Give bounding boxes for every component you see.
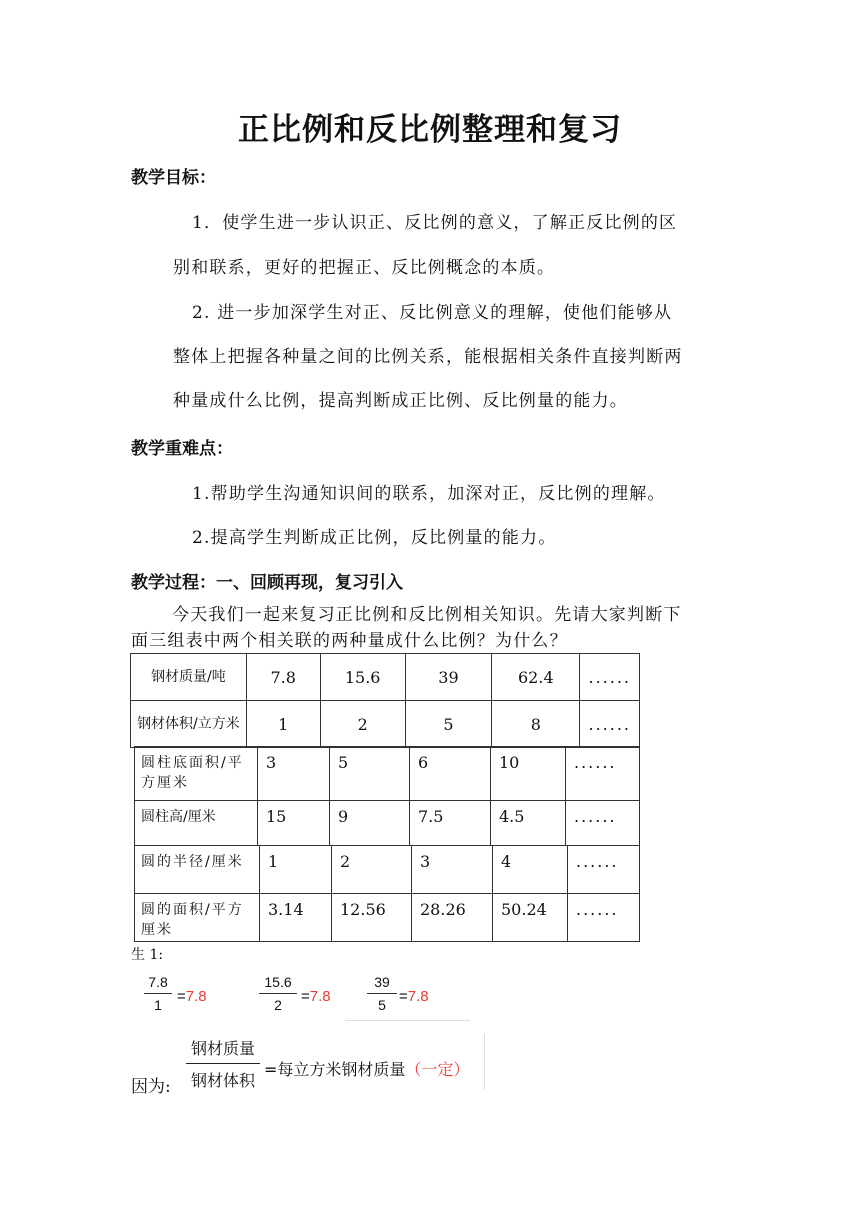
fraction-bar bbox=[144, 993, 172, 994]
table-row bbox=[135, 747, 640, 801]
formula-text: =每立方米钢材质量 bbox=[264, 1060, 406, 1079]
key-point-2: 2.提高学生判断成正比例，反比例量的能力。 bbox=[192, 528, 557, 548]
fraction-bar bbox=[367, 993, 397, 994]
fraction-denominator: 1 bbox=[154, 997, 162, 1013]
table-row bbox=[131, 654, 640, 701]
table-cell: ...... bbox=[566, 747, 640, 801]
table-cell: 3 bbox=[258, 747, 330, 801]
table-row bbox=[131, 701, 640, 748]
page-title: 正比例和反比例整理和复习 bbox=[238, 112, 622, 148]
fraction-bar bbox=[186, 1063, 260, 1064]
table-cell: ...... bbox=[568, 894, 640, 942]
table-cell: 62.4 bbox=[492, 654, 580, 701]
table-cell: 6 bbox=[410, 747, 491, 801]
table-cell: 1 bbox=[246, 701, 320, 748]
table-cell: 5 bbox=[330, 747, 410, 801]
ratio-value: 7.8 bbox=[185, 988, 207, 1005]
ratio-value: 7.8 bbox=[309, 988, 331, 1005]
formula-fraction bbox=[186, 1036, 260, 1091]
table-cell: 12.56 bbox=[332, 894, 412, 942]
table-row bbox=[135, 846, 640, 894]
objective-1-line-1: 1．使学生进一步认识正、反比例的意义，了解正反比例的区 bbox=[192, 213, 678, 233]
fraction-result-2 bbox=[301, 988, 331, 1005]
table-cell: 8 bbox=[492, 701, 580, 748]
process-intro-line-1: 今天我们一起来复习正比例和反比例相关知识。先请大家判断下 bbox=[172, 605, 682, 625]
table-cell: 28.26 bbox=[412, 894, 493, 942]
objectives-heading: 教学目标： bbox=[131, 168, 216, 188]
table-cell: 3 bbox=[412, 846, 493, 894]
table-cell: 7.5 bbox=[410, 801, 491, 846]
table-cell: 15 bbox=[258, 801, 330, 846]
formula-numerator: 钢材质量 bbox=[190, 1039, 255, 1058]
table-cell: 2 bbox=[320, 701, 405, 748]
table-row-label: 圆的面积/平方厘米 bbox=[135, 894, 260, 942]
table-cell: 4.5 bbox=[491, 801, 566, 846]
table-row-label: 钢材体积/立方米 bbox=[131, 701, 247, 748]
table-cell: 39 bbox=[405, 654, 491, 701]
fraction-denominator: 2 bbox=[274, 997, 282, 1013]
image-edge bbox=[345, 1020, 470, 1021]
table-row-label: 圆的半径/厘米 bbox=[135, 846, 260, 894]
table-cell: ...... bbox=[580, 654, 640, 701]
student-label: 生 1: bbox=[131, 947, 164, 963]
fraction-2 bbox=[259, 974, 297, 1013]
fraction-1 bbox=[144, 974, 172, 1013]
table-cell: ...... bbox=[568, 846, 640, 894]
objective-2-line-1: 2. 进一步加深学生对正、反比例意义的理解，使他们能够从 bbox=[192, 303, 673, 323]
table-cell: ...... bbox=[566, 801, 640, 846]
fraction-numerator: 7.8 bbox=[148, 974, 168, 990]
table-cell: 50.24 bbox=[493, 894, 568, 942]
fraction-3 bbox=[367, 974, 397, 1013]
table-cell: 3.14 bbox=[260, 894, 332, 942]
objective-1-line-2: 别和联系，更好的把握正、反比例概念的本质。 bbox=[173, 258, 556, 278]
table-row bbox=[135, 894, 640, 942]
ratio-value: 7.8 bbox=[407, 988, 429, 1005]
objective-2-line-3: 种量成什么比例，提高判断成正比例、反比例量的能力。 bbox=[173, 391, 628, 411]
equals-sign: = bbox=[177, 988, 186, 1005]
fraction-result-3 bbox=[399, 988, 429, 1005]
fraction-result-1 bbox=[177, 988, 207, 1005]
table-circle bbox=[134, 845, 640, 942]
process-heading: 教学过程：一、回顾再现，复习引入 bbox=[131, 573, 403, 593]
table-cell: 1 bbox=[260, 846, 332, 894]
fraction-numerator: 39 bbox=[374, 974, 390, 990]
table-row-label: 钢材质量/吨 bbox=[131, 654, 247, 701]
formula-denominator: 钢材体积 bbox=[190, 1071, 255, 1090]
equals-sign: = bbox=[301, 988, 310, 1005]
table-row-label: 圆柱高/厘米 bbox=[135, 801, 258, 846]
formula-note: （一定） bbox=[405, 1060, 470, 1079]
table-cell: 5 bbox=[405, 701, 491, 748]
table-cell: 4 bbox=[493, 846, 568, 894]
table-cell: 10 bbox=[491, 747, 566, 801]
fraction-denominator: 5 bbox=[378, 997, 386, 1013]
process-intro-line-2: 面三组表中两个相关联的两种量成什么比例？为什么？ bbox=[131, 631, 568, 651]
table-cell: 9 bbox=[330, 801, 410, 846]
formula-result bbox=[264, 1057, 469, 1080]
image-edge bbox=[484, 1034, 485, 1090]
table-cell: ...... bbox=[580, 701, 640, 748]
key-points-heading: 教学重难点： bbox=[131, 439, 233, 459]
table-cell: 7.8 bbox=[246, 654, 320, 701]
table-steel bbox=[130, 653, 640, 748]
fraction-numerator: 15.6 bbox=[264, 974, 292, 990]
table-cell: 2 bbox=[332, 846, 412, 894]
table-row bbox=[135, 801, 640, 846]
equals-sign: = bbox=[399, 988, 408, 1005]
key-point-1: 1.帮助学生沟通知识间的联系，加深对正，反比例的理解。 bbox=[192, 484, 666, 504]
table-row-label: 圆柱底面积/平方厘米 bbox=[135, 747, 258, 801]
table-cell: 15.6 bbox=[320, 654, 405, 701]
because-label: 因为: bbox=[131, 1077, 171, 1097]
table-cylinder bbox=[134, 746, 640, 846]
objective-2-line-2: 整体上把握各种量之间的比例关系，能根据相关条件直接判断两 bbox=[173, 347, 683, 367]
fraction-bar bbox=[259, 993, 297, 994]
